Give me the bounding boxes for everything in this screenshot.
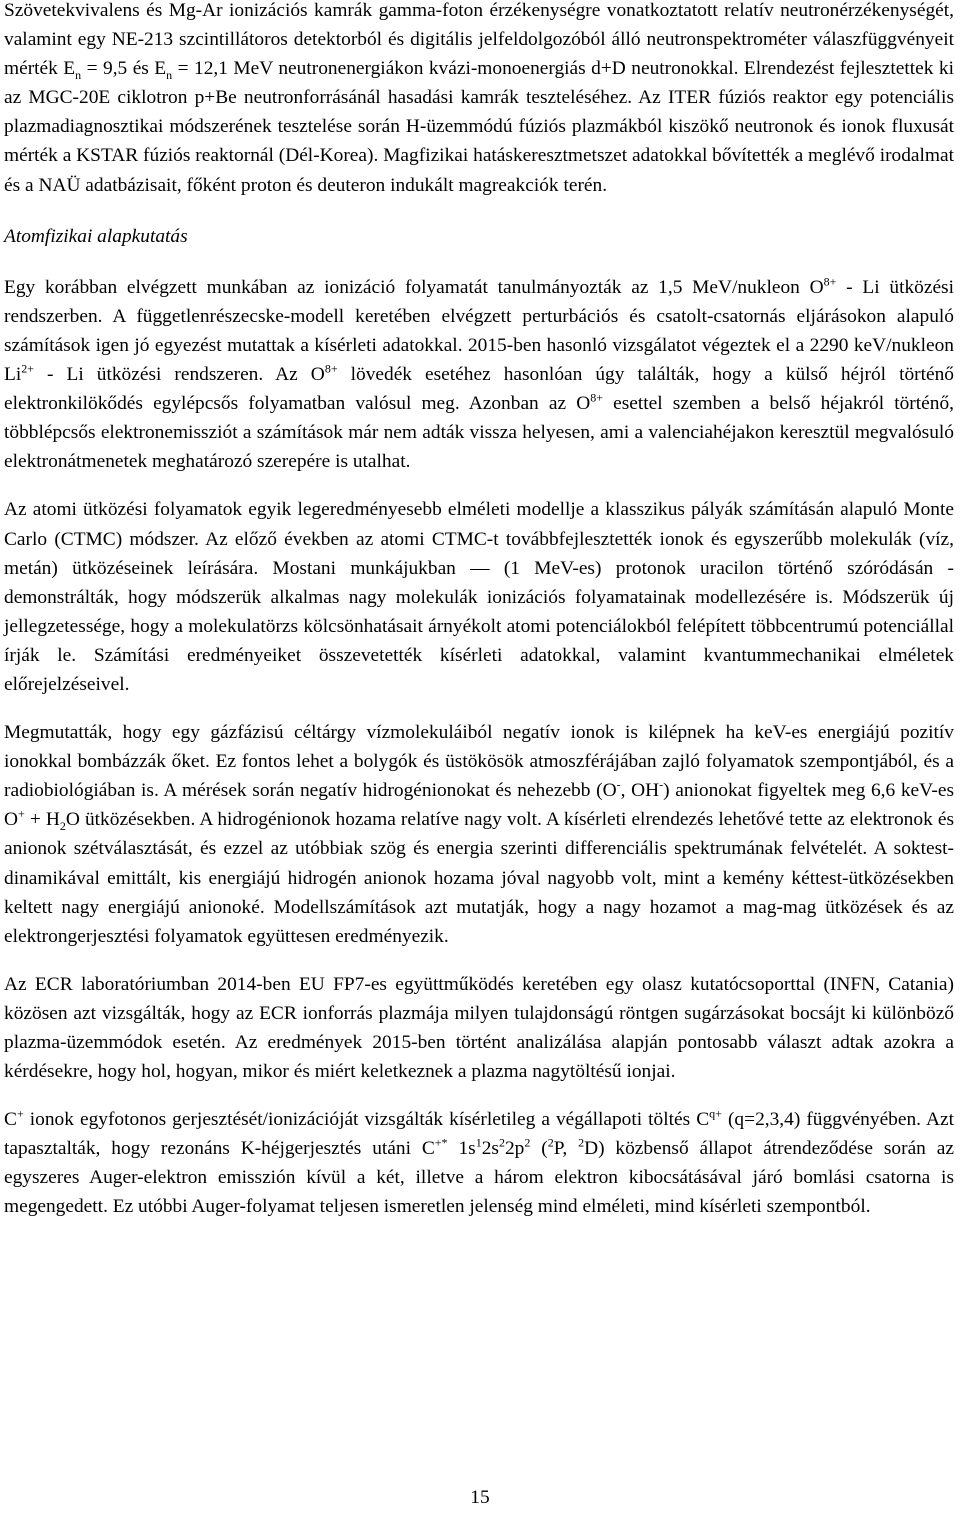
text-run: P,	[553, 1138, 579, 1160]
superscript: 8+	[590, 390, 604, 405]
text-run: Megmutatták, hogy egy gázfázisú céltárgy vízmolekuláiból negatív ionok is kilépnek ha keV-es energiájú pozitív ionokkal bombázzák őket. Ez fontos lehet a bolygók és üstökösök atmoszférájában zajló folyamatok szempontjából, és a radiobiológiában is. A mérések során negatív hidrogénionokat és nehezebb (O	[4, 722, 954, 802]
text-run: lövedék esetéhez hasonlóan úgy találták, hogy a külső héjról történő elektronkilökődés egylépcsős folyamatban valósul meg. Azonban az O	[4, 364, 955, 415]
text-run: Az atomi ütközési folyamatok egyik legeredményesebb elméleti modellje a klasszikus pályák számításán alapuló Monte Carlo (CTMC) módszer. Az előző években az atomi CTMC-t továbbfejlesztették ionok és egyszerűbb molekulák (víz, metán) ütközéseinek leírására. Mostani munkájukban — (1 MeV-es) protonok uracilon történő szóródásán - demonstrálták, hogy módszerük alkalmas nagy molekulák ionizációs folyamatainak modellezésére is. Módszerük új jellegzetessége, hogy a molekulatörzs kölcsönhatásait árnyékolt atomi potenciálokból felépített többcentrumú potenciállal írják le. Számítási eredményeiket összevetették kísérleti adatokkal, valamint kvantummechanikai elméletek előrejelzéseivel.	[4, 499, 954, 695]
text-run: (q=2,3,4) függvényében. Azt tapasztalták, hogy rezonáns K-héjgerjesztés utáni C	[4, 1109, 954, 1160]
section-heading: Atomfizikai alapkutatás	[4, 225, 188, 247]
superscript: 2	[578, 1135, 585, 1150]
superscript: -	[659, 777, 664, 792]
paragraph-ionization-li-collisions	[4, 273, 954, 477]
text-run: + H	[24, 809, 60, 831]
paragraph-ecr-plasma-xray	[4, 970, 954, 1086]
superscript: 8+	[823, 274, 837, 289]
superscript: q+	[709, 1106, 722, 1121]
text-run: - Li ütközési rendszeren. Az O	[34, 364, 325, 386]
text-run: 2p	[504, 1138, 525, 1160]
superscript: +	[18, 806, 25, 821]
text-run: = 12,1 MeV neutronenergiákon kvázi-monoenergiás d+D neutronokkal. Elrendezést fejlesztettek ki az MGC-20E ciklotron p+Be neutronforrásánál hasadási kamrák teszteléséhez. Az ITER fúziós reaktor egy potenciális plazmadiagnosztikai módszerének tesztelése során H-üzemmódú fúziós plazmákból kiszökő neutronok és ionok fluxusát mérték a KSTAR fúziós reaktornál (Dél-Korea). Magfizikai hatáskeresztmetszet adatokkal bővítették a meglévő irodalmat és a NAÜ adatbázisait, főként proton és deuteron indukált magreakciók terén.	[4, 58, 954, 196]
text-run: - Li ütközési rendszerben. A függetlenrészecske-modell keretében elvégzett perturbációs és csatolt-csatornás eljárásokon alapuló számítások igen jó egyezést mutattak a kísérleti adatokkal. 2015-ben hasonló vizsgálatot végeztek el a 2290 keV/nukleon Li	[4, 276, 954, 386]
text-run: esettel szemben a belső héjakról történő, többlépcsős elektronemissziót a számítások már nem adták vissza helyesen, ami a valenciahéjakon keresztül megvalósuló elektronátmenetek meghatározó szerepére is utalhat.	[4, 393, 954, 473]
paragraph-negative-ions-water	[4, 718, 954, 951]
text-run: (	[530, 1138, 548, 1160]
text-run: Az ECR laboratóriumban 2014-ben EU FP7-es együttműködés keretében egy olasz kutatócsoporttal (INFN, Catania) közösen azt vizsgálták, hogy az ECR ionforrás plazmája milyen tulajdonságú röntgen sugárzásokat bocsájt ki különböző plazma-üzemmódok esetén. Az eredmények 2015-ben történt analizálása alapján pontosabb választ adtak azokra a kérdésekre, hogy hol, hogyan, mikor és miért keletkeznek a plazma nagytöltésű ionjai.	[4, 973, 954, 1083]
paragraph-neutron-detectors	[4, 0, 954, 200]
superscript: 1	[475, 1135, 482, 1150]
page-number: 15	[470, 1487, 490, 1508]
text-run: D) közbenső állapot átrendeződése során az egyszeres Auger-elektron emisszión kívül a két, illetve a három elektron kibocsátásával járó bomlási csatorna is megengedett. Ez utóbbi Auger-folyamat teljesen ismeretlen jelenség mind elméleti, mind kísérleti szempontból.	[4, 1138, 954, 1218]
superscript: 2+	[21, 361, 35, 376]
paragraph-carbon-photoionization	[4, 1105, 954, 1221]
superscript: 2	[547, 1135, 554, 1150]
subscript: n	[75, 68, 82, 83]
text-run: ) anionokat figyeltek meg 6,6 keV-es O	[4, 780, 954, 831]
superscript: -	[616, 777, 621, 792]
text-run: , OH	[620, 780, 660, 802]
document-page	[4, 0, 954, 1222]
text-run: = 9,5 és E	[81, 58, 167, 80]
subscript: 2	[59, 819, 66, 834]
text-run: 2s	[481, 1138, 499, 1160]
paragraph-ctmc-method	[4, 495, 954, 699]
text-run: 1s	[447, 1138, 476, 1160]
superscript: +*	[434, 1135, 448, 1150]
text-run: C	[4, 1109, 17, 1131]
text-run: Egy korábban elvégzett munkában az ionizáció folyamatát tanulmányozták az 1,5 MeV/nukleon O	[4, 276, 824, 298]
text-run: Szövetekvivalens és Mg-Ar ionizációs kamrák gamma-foton érzékenységre vonatkoztatott relatív neutronérzékenységét, valamint egy NE-213 szcintillátoros detektorból és digitális jelfeldolgozóból álló neutronspektrométer válaszfüggvényeit mérték E	[4, 0, 954, 80]
superscript: 8+	[324, 361, 338, 376]
superscript: 2	[524, 1135, 531, 1150]
superscript: +	[16, 1106, 24, 1121]
subscript: n	[166, 68, 173, 83]
superscript: 2	[498, 1135, 505, 1150]
text-run: O ütközésekben. A hidrogénionok hozama relatíve nagy volt. A kísérleti elrendezés lehetővé tette az elektronok és anionok szétválasztását, és ezzel az utóbbiak szög és energia szerinti differenciális spektrumának felvételét. A soktest-dinamikával emittált, kis energiájú hidrogén anionok hozama jóval nagyobb volt, mint a kemény kéttest-ütközésekben keltett nagy energiájú anionoké. Modellszámítások azt mutatják, hogy a nagy hozamot a mag-mag ütközések és az elektrongerjesztési folyamatok együttesen eredményezik.	[4, 809, 954, 947]
text-run: ionok egyfotonos gerjesztését/ionizációját vizsgálták kísérletileg a végállapoti töltés C	[23, 1109, 710, 1131]
